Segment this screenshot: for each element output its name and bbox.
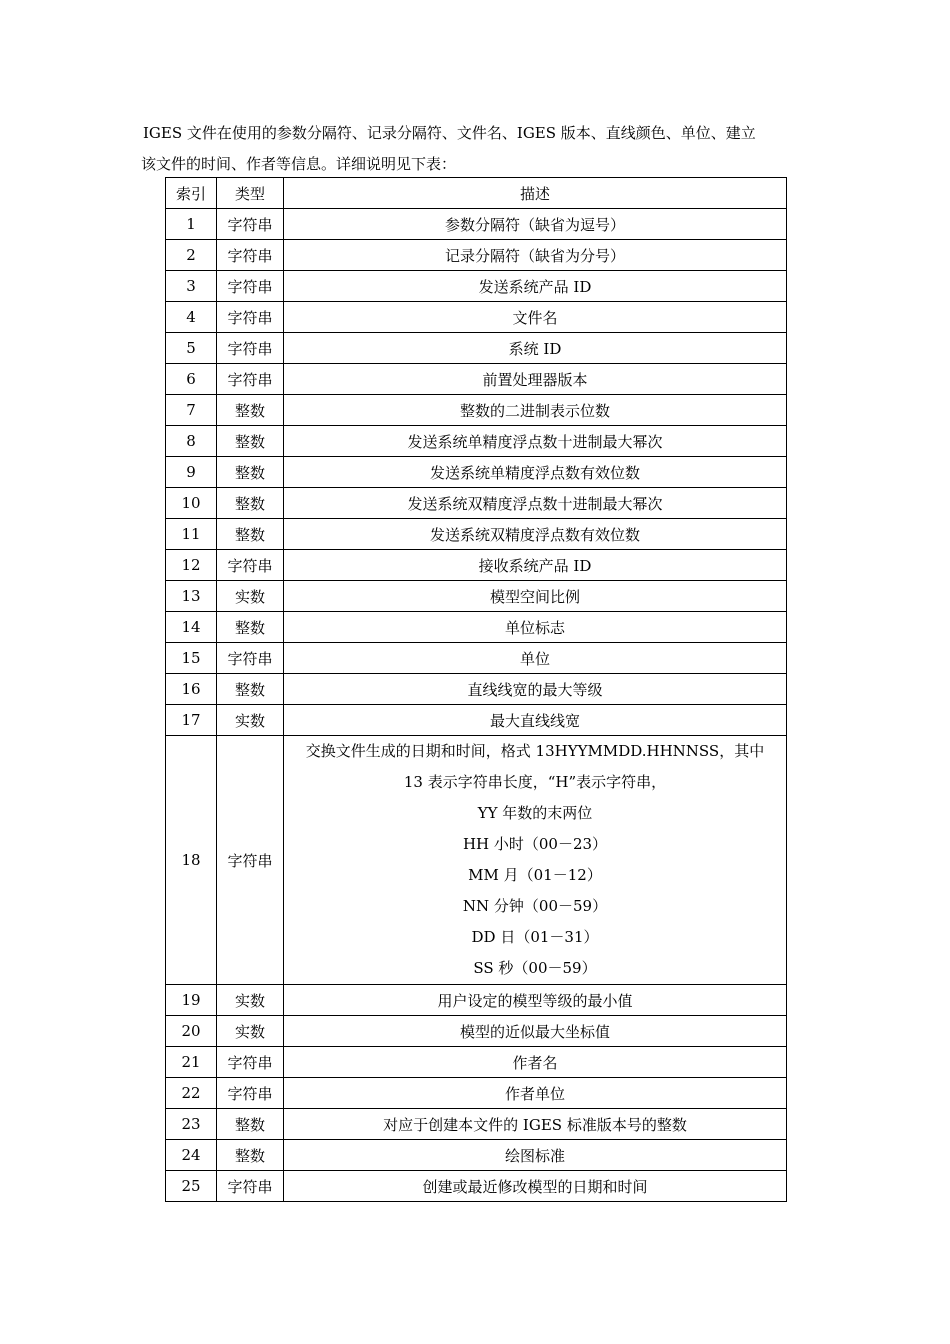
header-description: 描述 xyxy=(284,178,787,209)
cell-description: 对应于创建本文件的 IGES 标准版本号的整数 xyxy=(284,1109,787,1140)
cell-index: 2 xyxy=(166,240,217,271)
cell-type: 字符串 xyxy=(217,209,284,240)
table-row xyxy=(166,302,787,333)
cell-type: 整数 xyxy=(217,1109,284,1140)
cell-type: 字符串 xyxy=(217,271,284,302)
cell-index: 20 xyxy=(166,1016,217,1047)
cell-index: 10 xyxy=(166,488,217,519)
table-row xyxy=(166,985,787,1016)
intro-line-2: 该文件的时间、作者等信息。详细说明见下表： xyxy=(141,155,457,173)
cell-index: 25 xyxy=(166,1171,217,1202)
cell-index: 7 xyxy=(166,395,217,426)
table-row-date-format xyxy=(166,736,787,985)
table-row xyxy=(166,1078,787,1109)
cell-type: 整数 xyxy=(217,1140,284,1171)
cell-description: 发送系统单精度浮点数有效位数 xyxy=(284,457,787,488)
cell-description: 文件名 xyxy=(284,302,787,333)
cell-index: 1 xyxy=(166,209,217,240)
cell-description: 发送系统双精度浮点数十进制最大幂次 xyxy=(284,488,787,519)
table-row xyxy=(166,1171,787,1202)
cell-type: 整数 xyxy=(217,519,284,550)
cell-description: 整数的二进制表示位数 xyxy=(284,395,787,426)
table-row xyxy=(166,1047,787,1078)
cell-description: 前置处理器版本 xyxy=(284,364,787,395)
cell-index: 14 xyxy=(166,612,217,643)
cell-index: 23 xyxy=(166,1109,217,1140)
cell-type: 字符串 xyxy=(217,1078,284,1109)
cell-type: 字符串 xyxy=(217,550,284,581)
table-row xyxy=(166,333,787,364)
cell-description: 作者名 xyxy=(284,1047,787,1078)
table-row xyxy=(166,271,787,302)
cell-description: 单位标志 xyxy=(284,612,787,643)
cell-description-multiline xyxy=(284,736,787,985)
cell-index: 12 xyxy=(166,550,217,581)
cell-type: 字符串 xyxy=(217,333,284,364)
desc-line: YY 年数的末两位 xyxy=(477,804,593,822)
cell-type: 字符串 xyxy=(217,302,284,333)
cell-type: 实数 xyxy=(217,705,284,736)
cell-index: 24 xyxy=(166,1140,217,1171)
cell-type: 字符串 xyxy=(217,1171,284,1202)
table-row xyxy=(166,519,787,550)
cell-type: 实数 xyxy=(217,581,284,612)
table-row xyxy=(166,488,787,519)
cell-index: 13 xyxy=(166,581,217,612)
table-row xyxy=(166,395,787,426)
desc-line: 13 表示字符串长度，“H”表示字符串， xyxy=(403,773,667,791)
table-row xyxy=(166,1140,787,1171)
cell-type: 整数 xyxy=(217,674,284,705)
cell-type: 字符串 xyxy=(217,364,284,395)
header-index: 索引 xyxy=(166,178,217,209)
table-row xyxy=(166,240,787,271)
cell-index: 8 xyxy=(166,426,217,457)
cell-type: 字符串 xyxy=(217,643,284,674)
cell-index: 4 xyxy=(166,302,217,333)
cell-index: 15 xyxy=(166,643,217,674)
cell-description: 系统 ID xyxy=(284,333,787,364)
cell-type: 整数 xyxy=(217,395,284,426)
table-row xyxy=(166,612,787,643)
cell-index: 16 xyxy=(166,674,217,705)
cell-type: 整数 xyxy=(217,612,284,643)
table-row xyxy=(166,705,787,736)
cell-index: 5 xyxy=(166,333,217,364)
cell-index: 22 xyxy=(166,1078,217,1109)
intro-paragraph xyxy=(143,118,811,180)
cell-type: 字符串 xyxy=(217,240,284,271)
cell-type: 整数 xyxy=(217,426,284,457)
cell-description: 单位 xyxy=(284,643,787,674)
cell-index: 11 xyxy=(166,519,217,550)
desc-line: SS 秒（00－59） xyxy=(473,959,597,977)
desc-line: 交换文件生成的日期和时间，格式 13HYYMMDD.HHNNSS，其中 xyxy=(305,742,765,760)
cell-description: 模型空间比例 xyxy=(284,581,787,612)
cell-description: 模型的近似最大坐标值 xyxy=(284,1016,787,1047)
cell-index: 18 xyxy=(166,736,217,985)
table-row xyxy=(166,643,787,674)
parameter-table xyxy=(165,177,787,1202)
cell-description: 接收系统产品 ID xyxy=(284,550,787,581)
cell-description: 参数分隔符（缺省为逗号） xyxy=(284,209,787,240)
cell-description: 直线线宽的最大等级 xyxy=(284,674,787,705)
cell-description: 绘图标准 xyxy=(284,1140,787,1171)
desc-line: HH 小时（00－23） xyxy=(462,835,608,853)
cell-description: 发送系统单精度浮点数十进制最大幂次 xyxy=(284,426,787,457)
cell-index: 21 xyxy=(166,1047,217,1078)
table-row xyxy=(166,364,787,395)
cell-description: 发送系统双精度浮点数有效位数 xyxy=(284,519,787,550)
cell-index: 19 xyxy=(166,985,217,1016)
table-row xyxy=(166,426,787,457)
table-row xyxy=(166,581,787,612)
cell-description: 最大直线线宽 xyxy=(284,705,787,736)
cell-index: 3 xyxy=(166,271,217,302)
cell-index: 9 xyxy=(166,457,217,488)
cell-type: 实数 xyxy=(217,1016,284,1047)
cell-type: 字符串 xyxy=(217,736,284,985)
table-row xyxy=(166,1016,787,1047)
cell-type: 整数 xyxy=(217,488,284,519)
header-type: 类型 xyxy=(217,178,284,209)
desc-line: NN 分钟（00－59） xyxy=(462,897,608,915)
table-header-row xyxy=(166,178,787,209)
cell-description: 发送系统产品 ID xyxy=(284,271,787,302)
cell-index: 17 xyxy=(166,705,217,736)
table-row xyxy=(166,209,787,240)
desc-line: MM 月（01－12） xyxy=(468,866,602,884)
cell-description: 作者单位 xyxy=(284,1078,787,1109)
cell-type: 字符串 xyxy=(217,1047,284,1078)
cell-description: 记录分隔符（缺省为分号） xyxy=(284,240,787,271)
cell-type: 整数 xyxy=(217,457,284,488)
table-row xyxy=(166,1109,787,1140)
cell-index: 6 xyxy=(166,364,217,395)
table-row xyxy=(166,550,787,581)
desc-line: DD 日（01－31） xyxy=(471,928,599,946)
cell-description: 创建或最近修改模型的日期和时间 xyxy=(284,1171,787,1202)
intro-line-1: IGES 文件在使用的参数分隔符、记录分隔符、文件名、IGES 版本、直线颜色、单位、建立 xyxy=(143,124,756,142)
table-row xyxy=(166,457,787,488)
cell-description: 用户设定的模型等级的最小值 xyxy=(284,985,787,1016)
cell-type: 实数 xyxy=(217,985,284,1016)
table-row xyxy=(166,674,787,705)
